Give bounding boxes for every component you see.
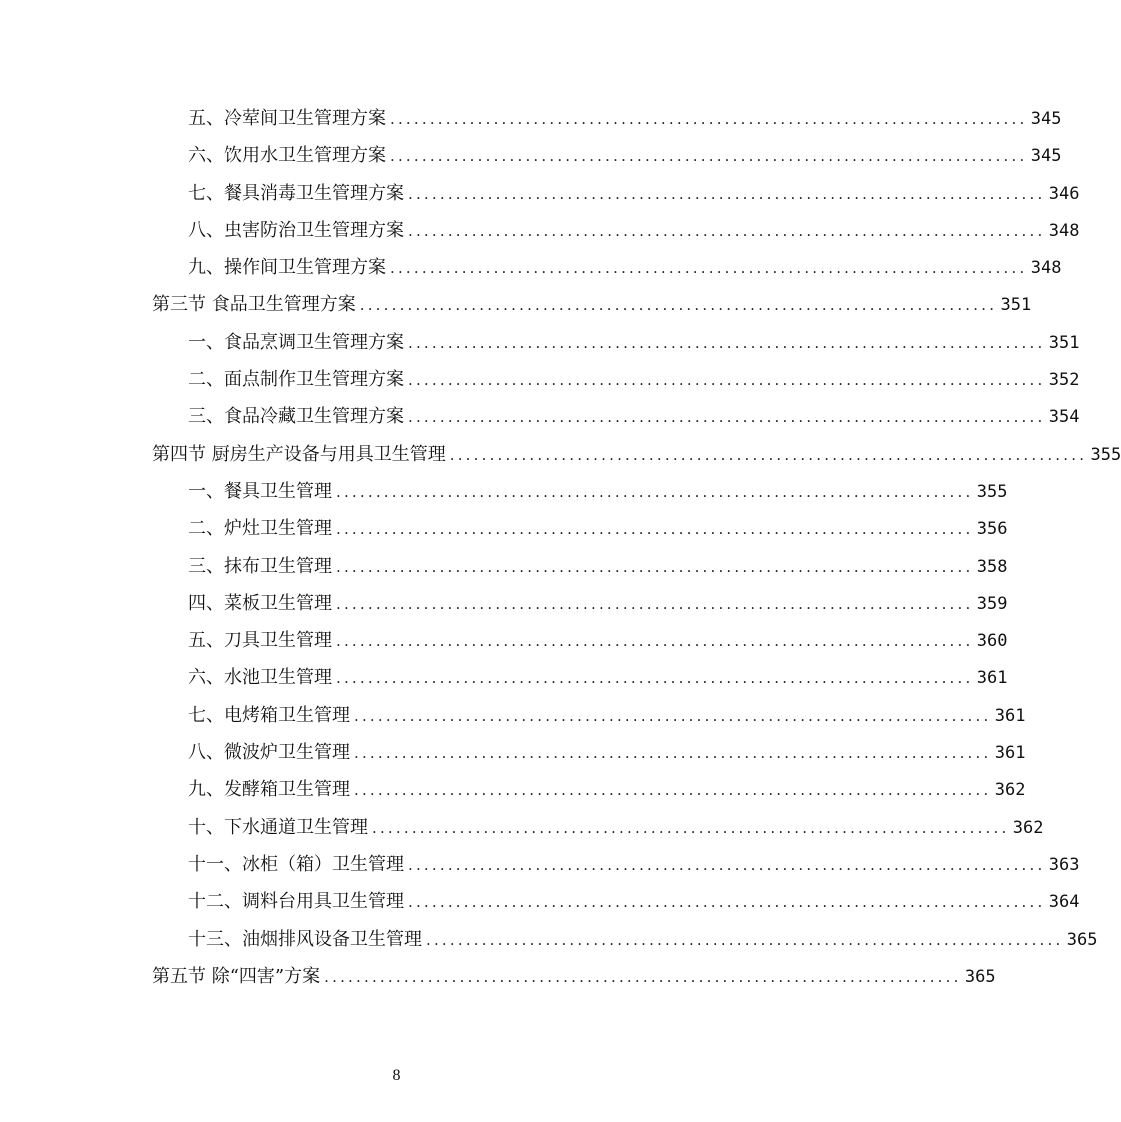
toc-dot-leader: ................................................................................	[408, 333, 1046, 352]
toc-entry[interactable]	[152, 510, 1008, 547]
toc-entry-page: 359	[976, 593, 1008, 614]
toc-entry-page: 363	[1048, 854, 1080, 875]
toc-dot-leader: ................................................................................	[408, 221, 1046, 240]
toc-entry-page: 356	[976, 519, 1008, 540]
toc-dot-leader: ................................................................................	[449, 445, 1088, 464]
toc-entry-page: 362	[994, 780, 1026, 801]
toc-entry-page: 346	[1048, 183, 1080, 204]
toc-entry-title: 二、面点制作卫生管理方案	[188, 369, 404, 391]
toc-dot-leader: ................................................................................	[359, 296, 998, 315]
toc-dot-leader: ................................................................................	[372, 818, 1010, 837]
toc-entry-page: 360	[976, 631, 1008, 652]
toc-entry-page: 345	[1030, 109, 1062, 129]
toc-entry-page: 352	[1048, 370, 1080, 391]
toc-entry-page: 351	[1000, 295, 1032, 316]
toc-dot-leader: ................................................................................	[426, 930, 1064, 949]
toc-entry[interactable]	[152, 622, 1008, 659]
toc-entry[interactable]	[152, 809, 1044, 846]
toc-entry[interactable]	[152, 846, 1080, 883]
toc-entry-title: 三、抹布卫生管理	[188, 555, 332, 577]
toc-dot-leader: ................................................................................	[336, 669, 974, 688]
toc-dot-leader: ................................................................................	[408, 893, 1046, 912]
toc-entry-page: 355	[1090, 444, 1121, 465]
toc-dot-leader: ................................................................................	[408, 371, 1046, 390]
toc-entry-page: 345	[1030, 146, 1062, 167]
toc-entry[interactable]	[152, 436, 1121, 473]
toc-dot-leader: ................................................................................	[408, 184, 1046, 203]
toc-entry[interactable]	[152, 734, 1026, 771]
toc-entry-page: 348	[1048, 220, 1080, 241]
toc-entry-title: 三、食品冷藏卫生管理方案	[188, 406, 404, 428]
toc-entry-page: 365	[1066, 929, 1098, 950]
toc-entry[interactable]	[152, 883, 1080, 920]
toc-entry-title: 第三节 食品卫生管理方案	[152, 294, 356, 316]
toc-entry-page: 364	[1048, 892, 1080, 913]
toc-entry-title: 七、餐具消毒卫生管理方案	[188, 182, 404, 204]
page-number: 8	[392, 1067, 401, 1084]
toc-entry[interactable]	[152, 958, 996, 995]
toc-entry-page: 365	[964, 966, 996, 987]
toc-entry-title: 十一、冰柜（箱）卫生管理	[188, 853, 404, 875]
toc-entry-page: 361	[976, 668, 1008, 689]
toc-entry-title: 一、餐具卫生管理	[188, 480, 332, 502]
toc-entry-title: 十三、油烟排风设备卫生管理	[188, 928, 422, 950]
toc-entry-title: 九、发酵箱卫生管理	[188, 779, 350, 801]
toc-entry-title: 五、冷荤间卫生管理方案	[188, 108, 386, 129]
toc-dot-leader: ................................................................................	[354, 781, 992, 800]
toc-entry[interactable]	[152, 473, 1008, 510]
toc-entry[interactable]	[152, 212, 1080, 249]
toc-entry-title: 九、操作间卫生管理方案	[188, 257, 386, 279]
toc-entry-title: 十、下水通道卫生管理	[188, 816, 368, 838]
toc-entry[interactable]	[152, 697, 1026, 734]
toc-entry-title: 六、饮用水卫生管理方案	[188, 145, 386, 167]
toc-dot-leader: ................................................................................	[336, 557, 974, 576]
toc-entry-title: 八、微波炉卫生管理	[188, 742, 350, 764]
toc-entry-page: 351	[1048, 332, 1080, 353]
toc-dot-leader: ................................................................................	[390, 147, 1028, 166]
toc-entry-title: 六、水池卫生管理	[188, 667, 332, 689]
toc-dot-leader: ................................................................................	[336, 632, 974, 651]
toc-dot-leader: ................................................................................	[336, 520, 974, 539]
toc-entry[interactable]	[152, 100, 1062, 137]
toc-entry[interactable]	[152, 249, 1062, 286]
toc-dot-leader: ................................................................................	[354, 706, 992, 725]
toc-entry[interactable]	[152, 585, 1008, 622]
toc-entry[interactable]	[152, 137, 1062, 174]
toc-entry-title: 第四节 厨房生产设备与用具卫生管理	[152, 443, 446, 465]
toc-entry-title: 五、刀具卫生管理	[188, 630, 332, 652]
toc-dot-leader: ................................................................................	[336, 482, 974, 501]
toc-dot-leader: ................................................................................	[390, 259, 1028, 278]
toc-entry-title: 一、食品烹调卫生管理方案	[188, 331, 404, 353]
toc-entry-title: 第五节 除“四害”方案	[152, 965, 321, 987]
toc-dot-leader: ................................................................................	[336, 594, 974, 613]
toc-entry[interactable]	[152, 324, 1080, 361]
toc-entry-page: 355	[976, 481, 1008, 502]
toc-entry[interactable]	[152, 548, 1008, 585]
toc-entry-page: 362	[1012, 817, 1044, 838]
toc-entry-title: 四、菜板卫生管理	[188, 592, 332, 614]
toc-entry-page: 354	[1048, 407, 1080, 428]
table-of-contents	[152, 100, 1121, 995]
toc-entry[interactable]	[152, 361, 1080, 398]
toc-dot-leader: ................................................................................	[390, 110, 1028, 128]
toc-entry-title: 二、炉灶卫生管理	[188, 518, 332, 540]
toc-dot-leader: ................................................................................	[408, 408, 1046, 427]
toc-entry[interactable]	[152, 175, 1080, 212]
toc-entry[interactable]	[152, 771, 1026, 808]
toc-entry[interactable]	[152, 659, 1008, 696]
toc-entry-title: 七、电烤箱卫生管理	[188, 704, 350, 726]
toc-entry-title: 十二、调料台用具卫生管理	[188, 891, 404, 913]
toc-entry[interactable]	[152, 286, 1032, 323]
toc-entry-page: 361	[994, 705, 1026, 726]
toc-dot-leader: ................................................................................	[354, 744, 992, 763]
toc-entry-title: 八、虫害防治卫生管理方案	[188, 219, 404, 241]
toc-entry-page: 348	[1030, 258, 1062, 279]
toc-dot-leader: ................................................................................	[324, 967, 962, 986]
toc-entry-page: 361	[994, 743, 1026, 764]
toc-dot-leader: ................................................................................	[408, 855, 1046, 874]
toc-entry-page: 358	[976, 556, 1008, 577]
toc-entry[interactable]	[152, 921, 1098, 958]
toc-entry[interactable]	[152, 398, 1080, 435]
